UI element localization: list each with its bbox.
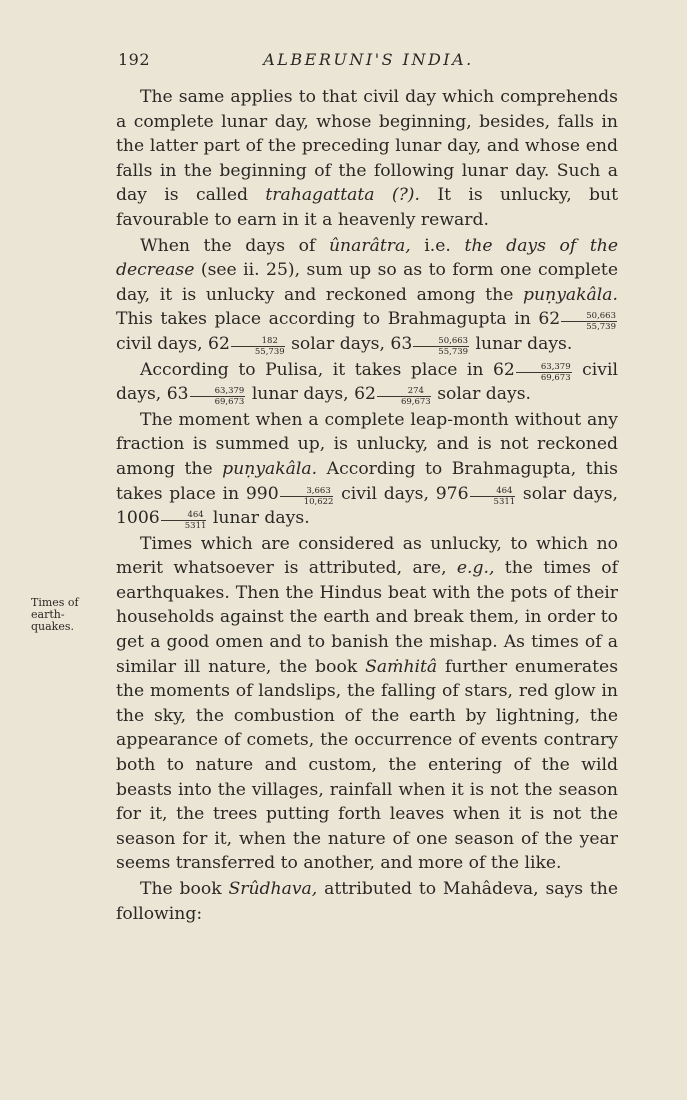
italic-abbrev: e.g.,: [456, 558, 495, 579]
numerator: 182: [231, 337, 285, 347]
text-span: lunar days,: [251, 384, 349, 405]
paragraph-6: [116, 877, 618, 926]
denominator: 55,739: [586, 322, 616, 333]
mixed-number: [354, 384, 432, 408]
integer-part: 1006: [116, 508, 160, 529]
integer-part: 63: [166, 384, 189, 405]
text-span: lunar days.: [475, 333, 573, 354]
paragraph-2: [116, 234, 618, 357]
numerator: 50,663: [413, 337, 469, 347]
numerator: 63,379: [516, 363, 572, 373]
text-span: civil days,: [341, 483, 429, 504]
text-span: It is unlucky, but favourable to earn in it a heavenly reward.: [116, 185, 618, 230]
text-span: lunar days.: [212, 508, 310, 529]
text-span: The moment when a complete leap-month without any fraction is summed up, is unlucky, and is not reckoned among the: [116, 409, 618, 479]
text-span: civil days,: [116, 333, 203, 354]
fraction: [231, 337, 285, 356]
text-span: solar days.: [437, 384, 532, 405]
fraction: [377, 387, 431, 406]
book-title: Saṁhitâ: [365, 656, 438, 677]
fraction: [561, 312, 617, 331]
numerator: 464: [470, 487, 516, 497]
italic-gloss: the days of the decrease: [116, 235, 618, 281]
paragraph-1: [116, 85, 618, 233]
text-span: solar days,: [522, 483, 619, 504]
denominator: 55,739: [254, 346, 285, 357]
text-span: attributed to Mahâdeva, says the following:: [116, 879, 618, 924]
mixed-number: [435, 483, 516, 507]
paragraph-4: [116, 408, 618, 531]
text-span: When the days of: [140, 235, 316, 256]
text-span: Times which are considered as unlucky, to which no merit whatsoever is attributed, are,: [116, 533, 618, 579]
text-span: the times of earthquakes. Then the Hindus beat with the pots of their households against the earth and break them, in order to get a good omen and to banish the mishap. As times of a similar ill nature, the book: [116, 558, 618, 677]
mixed-number: [390, 333, 470, 357]
book-title: Srûdhava,: [228, 879, 318, 899]
fraction: [190, 387, 246, 406]
denominator: 69,673: [214, 397, 245, 408]
integer-part: 990: [245, 483, 279, 504]
mixed-number: [493, 359, 573, 383]
margin-note: Times of earth-quakes.: [31, 596, 79, 633]
fraction: [516, 363, 572, 382]
numerator: 63,379: [190, 387, 246, 397]
numerator: 464: [161, 511, 207, 521]
sanskrit-term: puṇyakâla.: [222, 458, 318, 479]
denominator: 5311: [184, 521, 207, 532]
denominator: 69,673: [400, 397, 431, 408]
running-title: ALBERUNI'S INDIA.: [263, 50, 474, 69]
page-number: 192: [118, 50, 151, 69]
denominator: 5311: [493, 496, 516, 507]
sanskrit-term: ûnarâtra,: [328, 235, 411, 256]
integer-part: 62: [354, 384, 376, 405]
mixed-number: [538, 309, 618, 333]
mixed-number: [208, 333, 286, 357]
fraction: [161, 511, 207, 530]
text-span: civil days,: [116, 359, 618, 405]
denominator: 69,673: [540, 372, 571, 383]
numerator: 3,663: [280, 487, 334, 497]
body-text: [116, 85, 618, 926]
text-span: The book: [140, 879, 222, 899]
numerator: 50,663: [561, 312, 617, 322]
integer-part: 976: [435, 483, 469, 504]
text-span: i.e.: [424, 235, 451, 256]
fraction: [470, 487, 516, 506]
sanskrit-term: trahagattata (?).: [265, 185, 420, 206]
text-span: According to Brahmagupta, this takes place in: [116, 458, 618, 504]
text-span: (see ii. 25), sum up so as to form one complete day, it is unlucky and reckoned among the: [116, 260, 618, 305]
text-span: According to Pulisa, it takes place in: [140, 359, 484, 380]
integer-part: 62: [538, 309, 561, 330]
integer-part: 62: [208, 333, 230, 354]
fraction: [280, 487, 334, 506]
text-span: The same applies to that civil day which comprehends a complete lunar day, whose beginning, besides, falls in the latter part of the preceding lunar day, and whose end falls in the beginning of the following lunar day. Such a day is called: [116, 87, 618, 206]
paragraph-3: [116, 358, 618, 407]
mixed-number: [245, 483, 335, 507]
fraction: [413, 337, 469, 356]
denominator: 10,622: [303, 496, 334, 507]
text-span: further enumerates the moments of landslips, the falling of stars, red glow in the sky, the combustion of the earth by lightning, the appearance of comets, the occurrence of events contrary both to nature and custom, the entering of the wild beasts into the villages, rainfall when it is not the season for it, the trees putting forth leaves when it is not the season for it, when the nature of one season of the year seems transferred to another, and more of the like.: [116, 656, 619, 874]
text-span: solar days,: [291, 333, 385, 354]
text-span: This takes place according to Brahmagupta in: [116, 309, 531, 330]
denominator: 55,739: [438, 346, 469, 357]
integer-part: 63: [390, 333, 413, 354]
mixed-number: [166, 384, 247, 408]
paragraph-5: [116, 532, 618, 876]
mixed-number: [116, 508, 207, 532]
integer-part: 62: [493, 359, 515, 380]
numerator: 274: [377, 387, 431, 397]
sanskrit-term: puṇyakâla.: [523, 284, 619, 305]
